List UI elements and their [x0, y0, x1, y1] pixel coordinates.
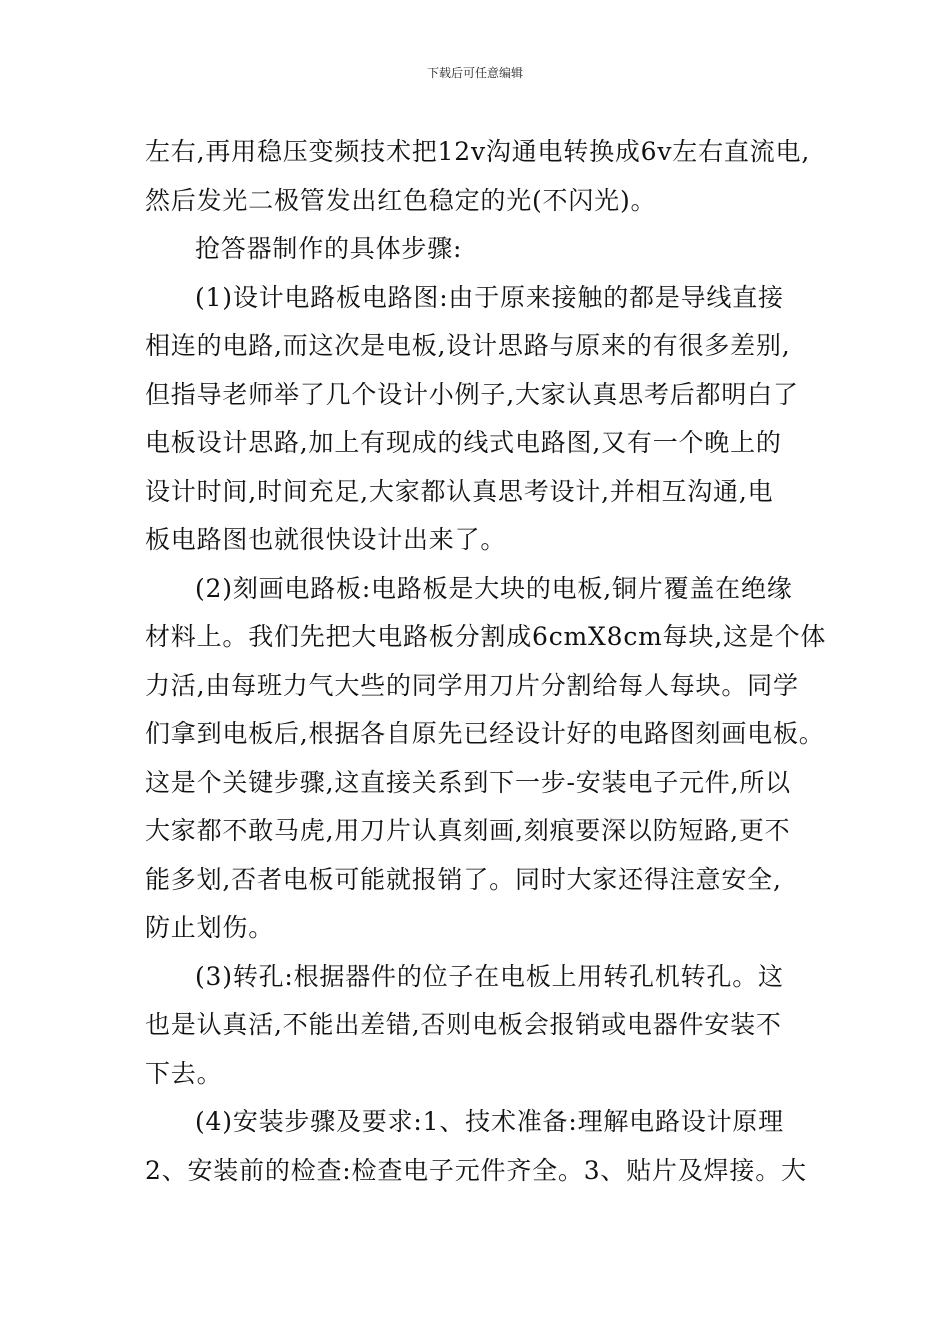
text-line: 材料上。我们先把大电路板分割成6cmX8cm每块,这是个体	[145, 622, 827, 651]
text-line: 左右,再用稳压变频技术把12v沟通电转换成6v左右直流电,	[145, 137, 811, 166]
paragraph-heading: 抢答器制作的具体步骤:	[195, 234, 463, 263]
text-line: 电板设计思路,加上有现成的线式电路图,又有一个晚上的	[145, 428, 782, 457]
document-body	[145, 128, 827, 1195]
text-line: (3)转孔:根据器件的位子在电板上用转孔机转孔。这	[195, 961, 784, 991]
text-line: 这是个关键步骤,这直接关系到下一步-安装电子元件,所以	[145, 767, 791, 797]
text-line: 能多划,否者电板可能就报销了。同时大家还得注意安全,	[145, 864, 782, 894]
text-line: 但指导老师举了几个设计小例子,大家认真思考后都明白了	[145, 379, 799, 409]
text-line: 下去。	[145, 1058, 223, 1088]
text-line: 然后发光二极管发出红色稳定的光(不闪光)。	[145, 185, 657, 215]
text-line: 防止划伤。	[145, 913, 275, 942]
text-line: 们拿到电板后,根据各自原先已经设计好的电路图刻画电板。	[145, 719, 825, 748]
page-header: 下载后可任意编辑	[426, 66, 523, 80]
text-line: 力活,由每班力气大些的同学用刀片分割给每人每块。同学	[145, 670, 799, 700]
text-line: 设计时间,时间充足,大家都认真思考设计,并相互沟通,电	[145, 476, 774, 506]
text-line: 2、安装前的检查:检查电子元件齐全。3、贴片及焊接。大	[145, 1155, 807, 1185]
text-line: 大家都不敢马虎,用刀片认真刻画,刻痕要深以防短路,更不	[145, 816, 791, 845]
text-line: (1)设计电路板电路图:由于原来接触的都是导线直接	[195, 282, 784, 312]
text-line: 也是认真活,不能出差错,否则电板会报销或电器件安装不	[145, 1010, 782, 1039]
text-line: (4)安装步骤及要求:1、技术准备:理解电路设计原理	[195, 1107, 784, 1136]
text-line: (2)刻画电路板:电路板是大块的电板,铜片覆盖在绝缘	[195, 573, 793, 603]
text-line: 相连的电路,而这次是电板,设计思路与原来的有很多差别,	[145, 331, 791, 360]
text-line: 板电路图也就很快设计出来了。	[145, 525, 507, 554]
